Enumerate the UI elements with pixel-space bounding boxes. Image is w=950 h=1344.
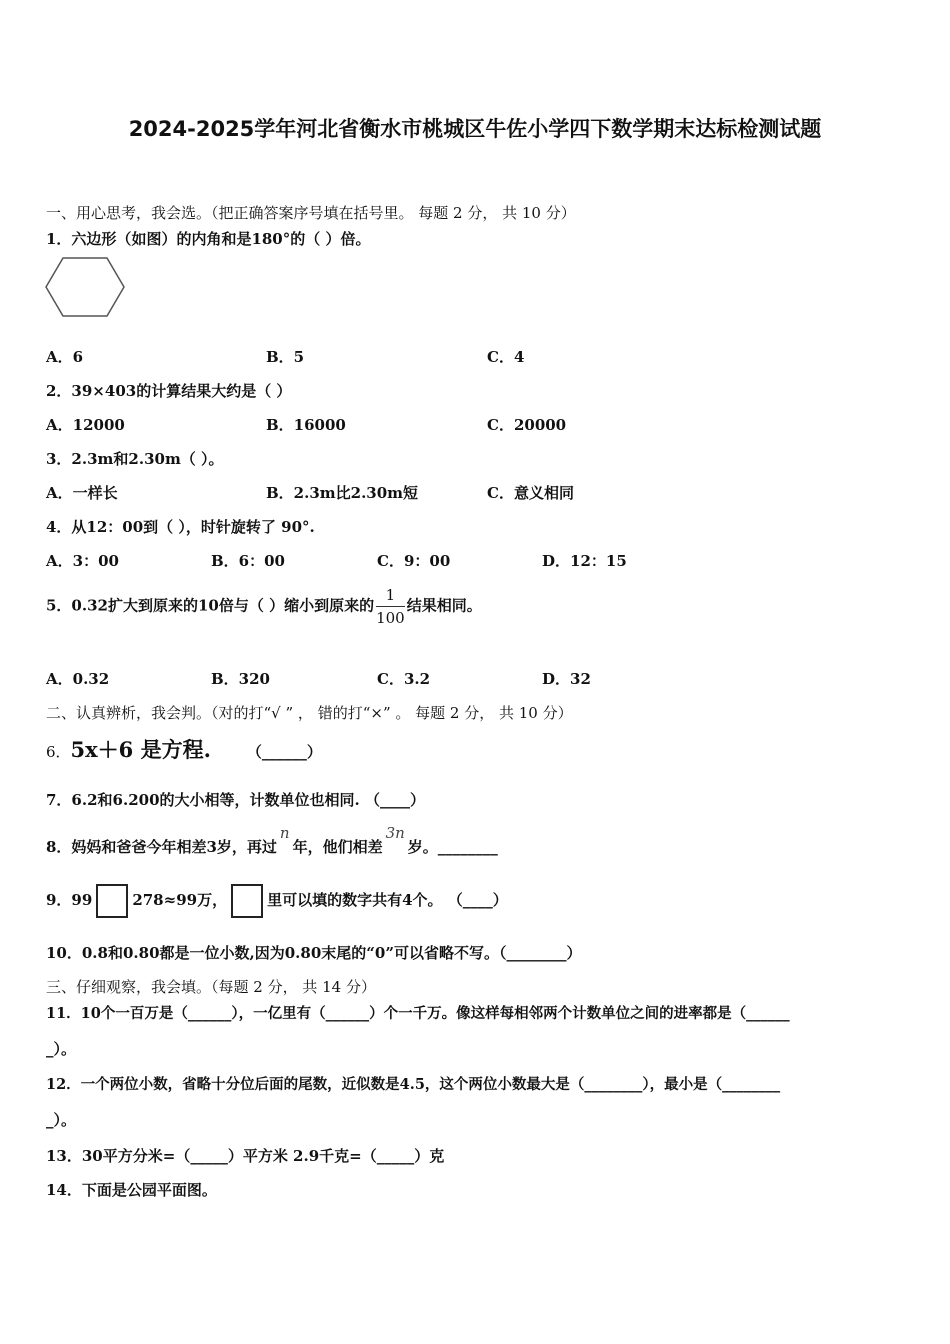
question-5 — [46, 584, 482, 629]
q8-text-mid: 年，他们相差 — [292, 838, 383, 856]
q5-option-d: D．32 — [542, 670, 591, 688]
question-10: 10．0.8和0.80都是一位小数,因为0.80末尾的“0”可以省略不写。（________） — [46, 944, 582, 962]
q8-variable-n: n — [279, 824, 290, 842]
page-title: 2024-2025学年河北省衡水市桃城区牛佐小学四下数学期末达标检测试题 — [128, 117, 822, 141]
q2-option-b: B．16000 — [266, 416, 346, 434]
section-3-heading: 三、仔细观察，我会填。（每题 2 分， 共 14 分） — [46, 978, 376, 996]
hexagon-figure — [44, 255, 128, 319]
question-1: 1．六边形（如图）的内角和是180°的（ ）倍。 — [46, 230, 371, 248]
q4-option-c: C．9：00 — [377, 552, 451, 570]
q2-option-c: C．20000 — [487, 416, 567, 434]
question-11-line-2: _）。 — [46, 1040, 77, 1058]
q5-fraction-denominator: 100 — [376, 609, 405, 627]
question-9 — [46, 884, 508, 918]
q5-fraction — [376, 584, 405, 629]
q9-fill-box-2 — [231, 884, 263, 918]
q9-text-c: 里可以填的数字共有4个。 （____） — [267, 891, 508, 909]
question-8 — [46, 824, 498, 857]
q6-blank: （______） — [246, 743, 322, 761]
q6-number: 6． — [46, 743, 71, 761]
question-2: 2．39×403的计算结果大约是（ ） — [46, 382, 292, 400]
q4-option-d: D．12：15 — [542, 552, 627, 570]
q5-option-c: C．3.2 — [377, 670, 431, 688]
q2-option-a: A．12000 — [46, 416, 125, 434]
section-1-heading: 一、用心思考，我会选。（把正确答案序号填在括号里。 每题 2 分， 共 10 分） — [46, 204, 576, 222]
q5-fraction-numerator: 1 — [376, 584, 405, 607]
q8-text-after: 岁。________ — [407, 838, 498, 856]
q4-option-b: B．6：00 — [211, 552, 285, 570]
q9-text-b: 278≈99万， — [132, 891, 228, 909]
question-12-line-1: 12．一个两位小数，省略十分位后面的尾数，近似数是4.5，这个两位小数最大是（________），最小是（________ — [46, 1076, 781, 1093]
section-2-heading: 二、认真辨析，我会判。（对的打“√ ” ， 错的打“×” 。 每题 2 分， 共 10 分） — [46, 704, 573, 722]
question-11-line-1: 11．10个一百万是（______），一亿里有（______）个一千万。像这样每相邻两个计数单位之间的进率都是（______ — [46, 1005, 790, 1022]
q1-option-b: B．5 — [266, 348, 305, 366]
q9-fill-box-1 — [96, 884, 128, 918]
q8-variable-3n: 3n — [385, 824, 405, 842]
q3-option-a: A．一样长 — [46, 484, 118, 502]
question-6 — [46, 734, 322, 764]
question-13: 13．30平方分米=（_____）平方米 2.9千克=（_____）克 — [46, 1147, 445, 1165]
question-14: 14．下面是公园平面图。 — [46, 1181, 217, 1199]
q8-text-before: 8．妈妈和爸爸今年相差3岁，再过 — [46, 838, 277, 856]
question-3: 3．2.3m和2.30m（ ）。 — [46, 450, 224, 468]
q1-option-a: A．6 — [46, 348, 84, 366]
question-4: 4．从12：00到（ ），时针旋转了 90°. — [46, 518, 315, 536]
q5-option-b: B．320 — [211, 670, 270, 688]
q5-option-a: A．0.32 — [46, 670, 110, 688]
q3-option-b: B．2.3m比2.30m短 — [266, 484, 419, 502]
q5-text-after: 结果相同。 — [406, 596, 482, 615]
question-7: 7．6.2和6.200的大小相等，计数单位也相同. （____） — [46, 791, 425, 809]
q4-option-a: A．3：00 — [46, 552, 119, 570]
q3-option-c: C．意义相同 — [487, 484, 574, 502]
q9-text-a: 9．99 — [46, 891, 93, 909]
q6-expression: 5x＋6 是方程. — [70, 737, 211, 762]
q1-option-c: C．4 — [487, 348, 525, 366]
q5-text-before: 5．0.32扩大到原来的10倍与（ ）缩小到原来的 — [46, 596, 375, 615]
question-12-line-2: _）。 — [46, 1111, 77, 1129]
